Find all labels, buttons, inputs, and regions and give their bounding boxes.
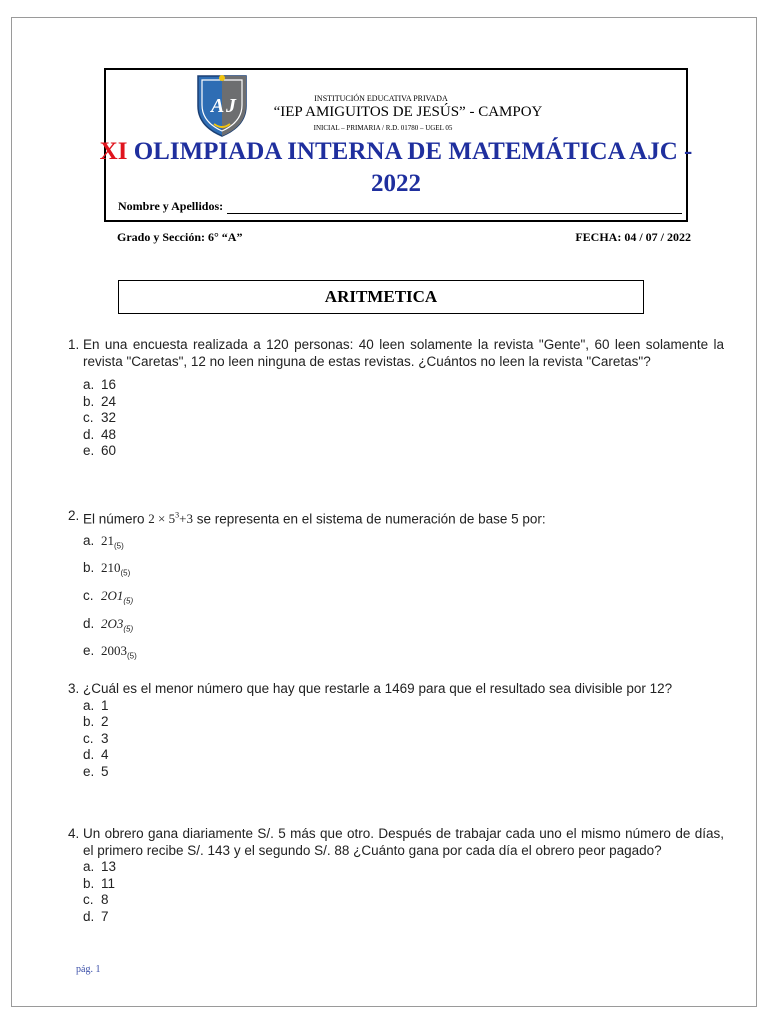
option-d[interactable] <box>83 427 724 444</box>
option-letter: c. <box>83 892 94 907</box>
institution-subtitle: INICIAL – PRIMARIA / R.D. 01780 – UGEL 05 <box>313 124 453 132</box>
option-letter: a. <box>83 697 95 713</box>
option-base: (5) <box>114 541 124 551</box>
option-a[interactable] <box>83 698 724 715</box>
question-3 <box>68 681 724 780</box>
option-e[interactable] <box>83 640 724 668</box>
olympiad-roman: XI <box>99 138 128 165</box>
logo-letter-j: J <box>226 95 236 117</box>
option-letter: c. <box>83 588 94 604</box>
option-letter: a. <box>83 377 95 392</box>
question-text-before: El número <box>83 511 149 527</box>
question-2 <box>68 508 724 668</box>
option-letter: d. <box>83 615 95 631</box>
option-letter: b. <box>83 875 95 891</box>
option-text: 32 <box>101 410 117 425</box>
section-title: ARITMETICA <box>118 280 644 314</box>
option-text: 13 <box>101 859 117 874</box>
question-text: ¿Cuál es el menor número que hay que restarle a 1469 para que el resultado sea divisible por 12? <box>83 681 673 696</box>
exam-date: FECHA: 04 / 07 / 2022 <box>575 230 691 244</box>
option-a[interactable] <box>83 530 724 558</box>
option-text: 4 <box>101 747 109 762</box>
math-expression <box>148 511 193 526</box>
option-text: 11 <box>101 875 116 891</box>
option-c[interactable] <box>83 585 724 613</box>
option-b[interactable] <box>83 876 724 893</box>
school-shield-logo <box>194 72 250 138</box>
question-number: 2. <box>68 508 80 523</box>
question-1 <box>68 337 724 460</box>
option-text <box>101 530 124 558</box>
question-text: En una encuesta realizada a 120 personas: 40 leen solamente la revista "Gente", 60 leen solamente la revista "Caretas", 12 no leen ninguna de estas revistas. ¿Cuántos no leen la revista "Caretas"? <box>83 337 724 369</box>
option-letter: e. <box>83 763 95 779</box>
grade-date-row <box>117 230 691 245</box>
olympiad-title <box>92 136 700 200</box>
options-list <box>83 377 724 460</box>
option-c[interactable] <box>83 410 724 427</box>
institution-type: INSTITUCIÓN EDUCATIVA PRIVADA <box>314 94 448 103</box>
option-text: 1 <box>101 697 109 713</box>
option-base: (5) <box>120 569 131 579</box>
option-e[interactable] <box>83 443 724 460</box>
math-exponent: 3 <box>175 511 180 520</box>
institution-name: “IEP AMIGUITOS DE JESÚS” - CAMPOY <box>273 104 543 120</box>
option-text <box>101 557 130 585</box>
question-number: 1. <box>68 337 80 352</box>
option-letter: e. <box>83 643 95 659</box>
option-text: 16 <box>101 377 117 392</box>
option-d[interactable] <box>83 747 724 764</box>
option-letter: d. <box>83 747 95 762</box>
option-c[interactable] <box>83 892 724 909</box>
option-letter: e. <box>83 443 95 458</box>
option-letter: b. <box>83 714 95 729</box>
option-letter: d. <box>83 426 95 442</box>
option-a[interactable] <box>83 377 724 394</box>
option-text: 8 <box>101 892 109 907</box>
question-text <box>83 508 724 528</box>
math-tail: +3 <box>179 511 193 527</box>
option-d[interactable] <box>83 909 724 926</box>
logo-letter-a: A <box>211 95 225 117</box>
grade-section: Grado y Sección: 6° “A” <box>117 230 243 244</box>
option-value: 2003 <box>101 643 127 659</box>
option-base: (5) <box>127 651 137 661</box>
math-base: 2 × 5 <box>148 511 176 527</box>
page-number: pág. 1 <box>76 964 101 975</box>
option-e[interactable] <box>83 764 724 781</box>
option-letter: b. <box>83 393 95 409</box>
option-letter: d. <box>83 908 95 924</box>
option-letter: b. <box>83 560 95 576</box>
name-blank-line[interactable] <box>227 201 682 214</box>
option-b[interactable] <box>83 394 724 411</box>
option-letter: c. <box>83 730 94 746</box>
option-value: 210 <box>101 560 121 576</box>
question-text-after: se representa en el sistema de numeración de base 5 por: <box>192 511 546 527</box>
option-value: 2O3 <box>101 615 124 631</box>
option-text: 60 <box>101 443 117 458</box>
option-value: 2O1 <box>101 588 124 604</box>
option-base: (5) <box>123 596 134 606</box>
option-text: 24 <box>101 393 117 409</box>
option-a[interactable] <box>83 859 724 876</box>
document-page <box>11 17 757 1007</box>
question-number: 4. <box>68 826 80 841</box>
question-text: Un obrero gana diariamente S/. 5 más que otro. Después de trabajar cada uno el mismo número de días, el primero recibe S/. 143 y el segundo S/. 88 ¿Cuánto gana por cada día el obrero peor pagado? <box>83 826 724 858</box>
options-list <box>83 859 724 925</box>
option-letter: a. <box>83 532 95 548</box>
option-d[interactable] <box>83 613 724 641</box>
option-text: 7 <box>101 908 109 924</box>
options-list <box>83 530 724 668</box>
option-text <box>101 585 133 613</box>
options-list <box>83 698 724 781</box>
option-b[interactable] <box>83 714 724 731</box>
option-text: 3 <box>101 730 109 746</box>
option-value: 21 <box>101 532 114 548</box>
header-box <box>99 68 693 222</box>
option-b[interactable] <box>83 557 724 585</box>
name-field <box>118 199 682 214</box>
option-letter: c. <box>83 410 94 425</box>
olympiad-year: 2022 <box>371 170 421 197</box>
option-text <box>101 613 133 641</box>
option-text: 48 <box>101 426 117 442</box>
question-4 <box>68 826 724 925</box>
question-number: 3. <box>68 681 80 696</box>
option-text: 5 <box>101 763 109 779</box>
option-letter: a. <box>83 859 95 874</box>
option-text: 2 <box>101 714 109 729</box>
option-c[interactable] <box>83 731 724 748</box>
option-text <box>101 640 137 668</box>
option-base: (5) <box>123 624 134 634</box>
name-label: Nombre y Apellidos: <box>118 199 224 213</box>
olympiad-title-text: OLIMPIADA INTERNA DE MATEMÁTICA AJC - <box>127 138 693 165</box>
